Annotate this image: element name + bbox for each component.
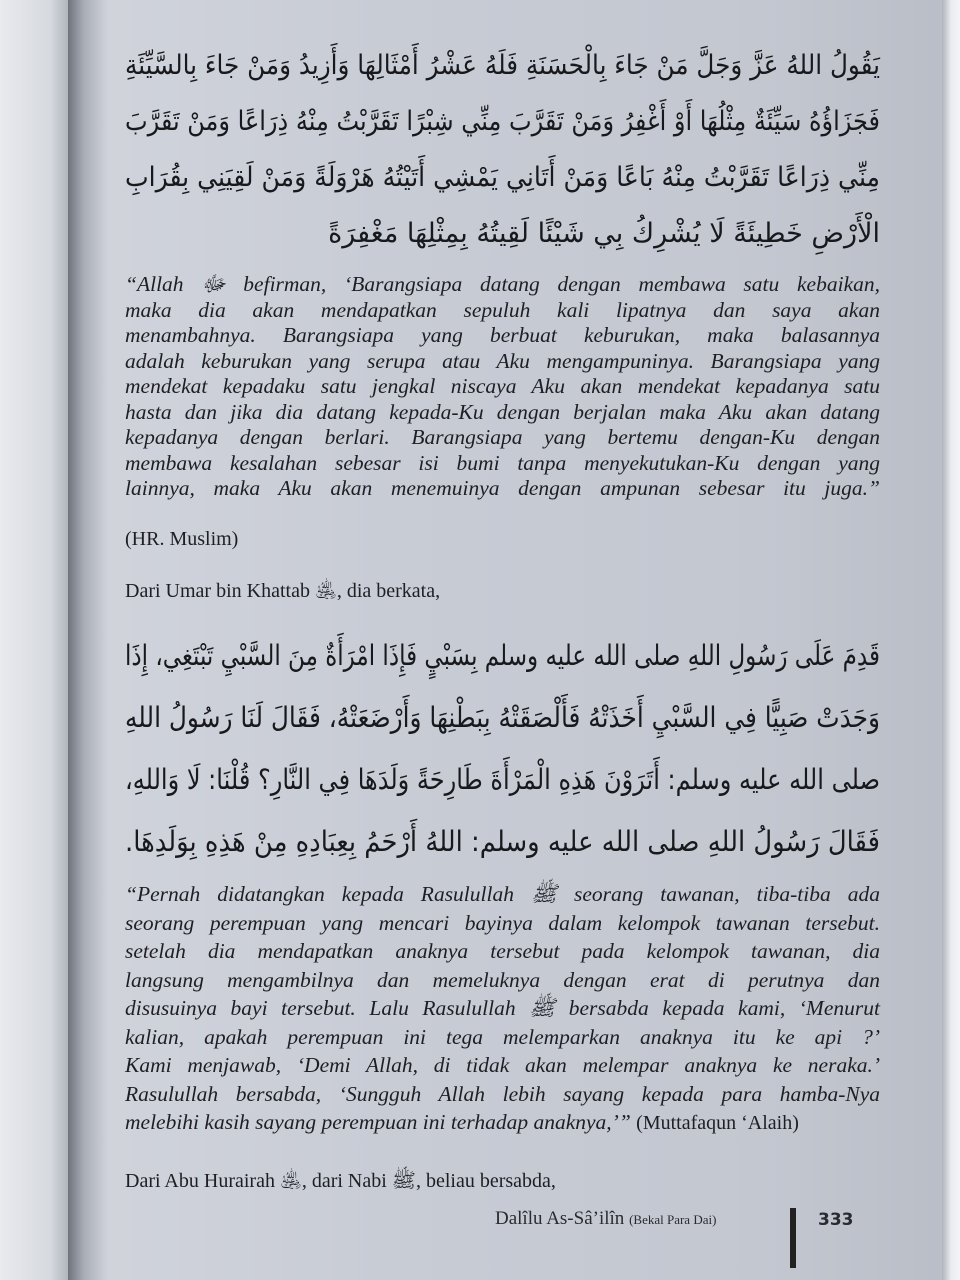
arabic-line: مِنِّي ذِرَاعًا تَقَرَّبْتُ مِنْهُ بَاعًا وَمَنْ أَتَانِي يَمْشِي أَتَيْتُهُ هَرْوَلَةً وَمَنْ لَقِيَنِي بِقُرَابِ xyxy=(124,162,880,193)
arabic-hadith-1 xyxy=(125,38,880,262)
text-line: Rasulullah bersabda, ‘Sungguh Allah lebih sayang kepada para hamba-Nya xyxy=(125,1081,881,1106)
text-line: seorang perempuan yang mencari bayinya dalam kelompok tawanan tersebut. xyxy=(125,910,881,935)
running-footer xyxy=(495,1208,716,1230)
page-stack-edge xyxy=(942,0,960,1280)
text-line: mendekat kepadaku satu jengkal niscaya Aku akan mendekat kepadanya satu xyxy=(125,374,881,398)
page-number: 333 xyxy=(818,1210,854,1230)
text-line: disusuinya bayi tersebut. Lalu Rasulullah ﷺ bersabda kepada kami, ‘Menurut xyxy=(125,996,880,1020)
text-line: setelah dia mendapatkan anaknya tersebut pada kelompok tawanan, dia xyxy=(125,939,880,963)
arabic-line: فَجَزَاؤُهُ سَيِّئَةٌ مِثْلُهَا أَوْ أَغْفِرُ وَمَنْ تَقَرَّبَ مِنِّي شِبْرًا تَقَرَّبْتُ مِنْهُ ذِرَاعًا وَمَنْ تَقَرَّبَ xyxy=(124,106,881,137)
text-line: membawa kesalahan sebesar isi bumi tanpa menyekutukan-Ku dengan yang xyxy=(125,450,880,475)
hadith-source-1: (HR. Muslim) xyxy=(125,528,239,550)
text-line xyxy=(125,1108,880,1138)
text-line: “Pernah didatangkan kepada Rasulullah ﷺ seorang tawanan, tiba-tiba ada xyxy=(125,882,880,906)
book-title: Dalîlu As-Sâ’ilîn xyxy=(495,1208,625,1229)
translation-2 xyxy=(125,880,880,1138)
translation-1 xyxy=(125,272,880,502)
text-line: lainnya, maka Aku akan menemuinya dengan ampunan sebesar itu juga.” xyxy=(125,476,880,500)
text-line-end: melebihi kasih sayang perempuan ini terhadap anaknya,’” xyxy=(125,1110,631,1134)
footer-divider xyxy=(790,1208,796,1268)
arabic-line: يَقُولُ اللهُ عَزَّ وَجَلَّ مَنْ جَاءَ بِالْحَسَنَةِ فَلَهُ عَشْرُ أَمْثَالِهَا وَأَزِيدُ وَمَنْ جَاءَ بِالسَّيِّئَةِ xyxy=(124,50,881,81)
text-line: langsung mengambilnya dan memeluknya dengan erat di perutnya dan xyxy=(125,967,880,992)
book-subtitle: (Bekal Para Dai) xyxy=(629,1212,717,1227)
text-line: “Allah ﷻ befirman, ‘Barangsiapa datang dengan membawa satu kebaikan, xyxy=(125,272,880,296)
narrator-intro-abu-hurairah: Dari Abu Hurairah ﵁, dari Nabi ﷺ, beliau bersabda, xyxy=(125,1170,556,1192)
text-line: kalian, apakah perempuan ini tega melemparkan anaknya itu ke api ?’ xyxy=(125,1024,881,1049)
narrator-intro-umar: Dari Umar bin Khattab ﵁, dia berkata, xyxy=(125,580,441,602)
text-line: adalah keburukan yang serupa atau Aku mengampuninya. Barangsiapa yang xyxy=(125,348,881,373)
text-line: Kami menjawab, ‘Demi Allah, di tidak akan melempar anaknya ke neraka.’ xyxy=(125,1053,881,1077)
facing-page-edge xyxy=(0,0,72,1280)
text-line: menambahnya. Barangsiapa yang berbuat keburukan, maka balasannya xyxy=(125,323,880,347)
arabic-line: الْأَرْضِ خَطِيئَةً لَا يُشْرِكُ بِي شَيْئًا لَقِيتُهُ بِمِثْلِهَا مَغْفِرَةً xyxy=(328,218,880,249)
arabic-line: فَقَالَ رَسُولُ اللهِ صلى الله عليه وسلم: اللهُ أَرْحَمُ بِعِبَادِهِ مِنْ هَذِهِ بِوَلَدِهَا. xyxy=(124,825,881,858)
arabic-line: قَدِمَ عَلَى رَسُولِ اللهِ صلى الله عليه وسلم بِسَبْيٍ فَإِذَا امْرَأَةٌ مِنَ السَّبْيِ تَبْتَغِي، إِذَا xyxy=(124,639,880,672)
book-gutter-shadow xyxy=(68,0,108,1280)
arabic-line: صلى الله عليه وسلم: أَتَرَوْنَ هَذِهِ الْمَرْأَةَ طَارِحَةً وَلَدَهَا فِي النَّارِ؟ قُلْنَا: لَا وَاللهِ، xyxy=(124,763,881,796)
text-line: kepadanya dengan berlari. Barangsiapa yang bertemu dengan-Ku dengan xyxy=(125,425,880,449)
arabic-line: وَجَدَتْ صَبِيًّا فِي السَّبْيِ أَخَذَتْهُ فَأَلْصَقَتْهُ بِبَطْنِهَا وَأَرْضَعَتْهُ، فَقَالَ لَنَا رَسُولُ اللهِ xyxy=(124,701,881,734)
hadith-source-2: (Muttafaqun ‘Alaih) xyxy=(636,1112,799,1134)
arabic-hadith-2 xyxy=(125,625,880,873)
text-line: maka dia akan mendapatkan sepuluh kali lipatnya dan saya akan xyxy=(125,297,880,322)
text-line: hasta dan jika dia datang kepada-Ku dengan berjalan maka Aku akan datang xyxy=(125,399,881,424)
